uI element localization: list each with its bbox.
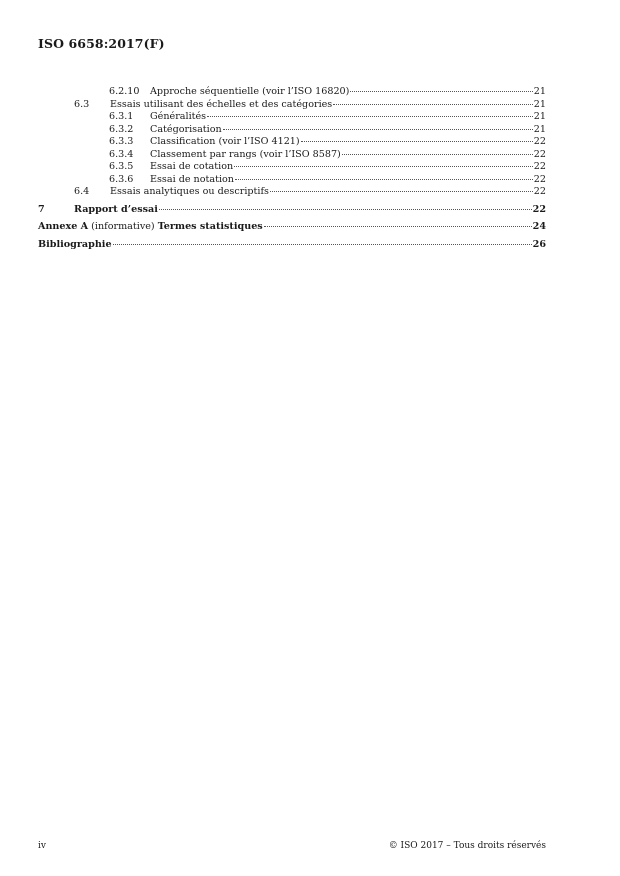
dot-leader	[333, 104, 533, 105]
toc-page: 21	[533, 123, 546, 135]
toc-entry-6-3[interactable]	[38, 99, 546, 112]
toc-page: 22	[533, 161, 546, 172]
toc-entry-6-2-10[interactable]	[38, 86, 546, 99]
toc-title: Essai de notation	[150, 173, 234, 185]
toc-entry-6-3-6[interactable]	[38, 174, 546, 187]
table-of-contents	[38, 86, 546, 251]
toc-title: Essais analytiques ou descriptifs	[110, 186, 269, 197]
toc-title: Catégorisation	[150, 123, 222, 135]
toc-number: 6.3.2	[109, 123, 134, 135]
toc-title: Généralités	[150, 111, 207, 122]
toc-number: 6.4	[74, 186, 90, 197]
annex-label: Annexe A	[38, 221, 89, 232]
toc-entry-6-3-2[interactable]	[38, 124, 546, 137]
toc-number: 6.3	[74, 98, 90, 110]
toc-title: Approche séquentielle (voir l’ISO 16820)	[150, 86, 350, 97]
toc-title: Classement par rangs (voir l’ISO 8587)	[150, 148, 341, 160]
annex-type: (informative)	[91, 221, 155, 232]
toc-page: 22	[533, 136, 546, 147]
toc-page: 22	[533, 173, 546, 185]
document-id: ISO 6658:2017(F)	[38, 36, 165, 51]
toc-entry-6-4[interactable]	[38, 186, 546, 199]
toc-entry-bibliography[interactable]	[38, 239, 546, 252]
dot-leader	[342, 154, 533, 155]
dot-leader	[270, 191, 533, 192]
dot-leader	[234, 166, 533, 167]
annex-title: Termes statistiques	[157, 221, 263, 232]
toc-entry-6-3-4[interactable]	[38, 149, 546, 162]
dot-leader	[113, 244, 532, 245]
toc-number: 6.3.4	[109, 148, 134, 160]
toc-page: 21	[533, 98, 546, 110]
toc-title: Classification (voir l’ISO 4121)	[150, 136, 300, 147]
dot-leader	[235, 179, 533, 180]
copyright-notice: © ISO 2017 – Tous droits réservés	[388, 841, 546, 851]
dot-leader	[223, 129, 533, 130]
page-number: iv	[38, 841, 46, 851]
dot-leader	[207, 116, 533, 117]
toc-title: Essai de cotation	[150, 161, 234, 172]
toc-page: 21	[533, 111, 546, 122]
toc-entry-7[interactable]	[38, 204, 546, 217]
toc-page: 22	[533, 148, 546, 160]
dot-leader	[264, 226, 532, 227]
toc-entry-annex-a[interactable]	[38, 221, 546, 234]
dot-leader	[159, 209, 532, 210]
toc-number: 6.3.6	[109, 173, 134, 185]
toc-number: 6.3.5	[109, 161, 134, 172]
toc-page: 22	[532, 203, 546, 215]
toc-page: 24	[532, 221, 546, 232]
toc-entry-6-3-1[interactable]	[38, 111, 546, 124]
toc-page: 26	[532, 238, 546, 250]
toc-number: 7	[38, 203, 45, 215]
toc-title: Bibliographie	[38, 238, 112, 250]
toc-entry-6-3-5[interactable]	[38, 161, 546, 174]
dot-leader	[350, 91, 532, 92]
toc-number: 6.3.3	[109, 136, 134, 147]
toc-page: 21	[533, 86, 546, 97]
toc-number: 6.3.1	[109, 111, 134, 122]
dot-leader	[301, 141, 533, 142]
toc-title: Rapport d’essai	[74, 203, 158, 215]
toc-number: 6.2.10	[109, 86, 140, 97]
toc-title: Essais utilisant des échelles et des catégories	[110, 98, 333, 110]
toc-page: 22	[533, 186, 546, 197]
toc-entry-6-3-3[interactable]	[38, 136, 546, 149]
